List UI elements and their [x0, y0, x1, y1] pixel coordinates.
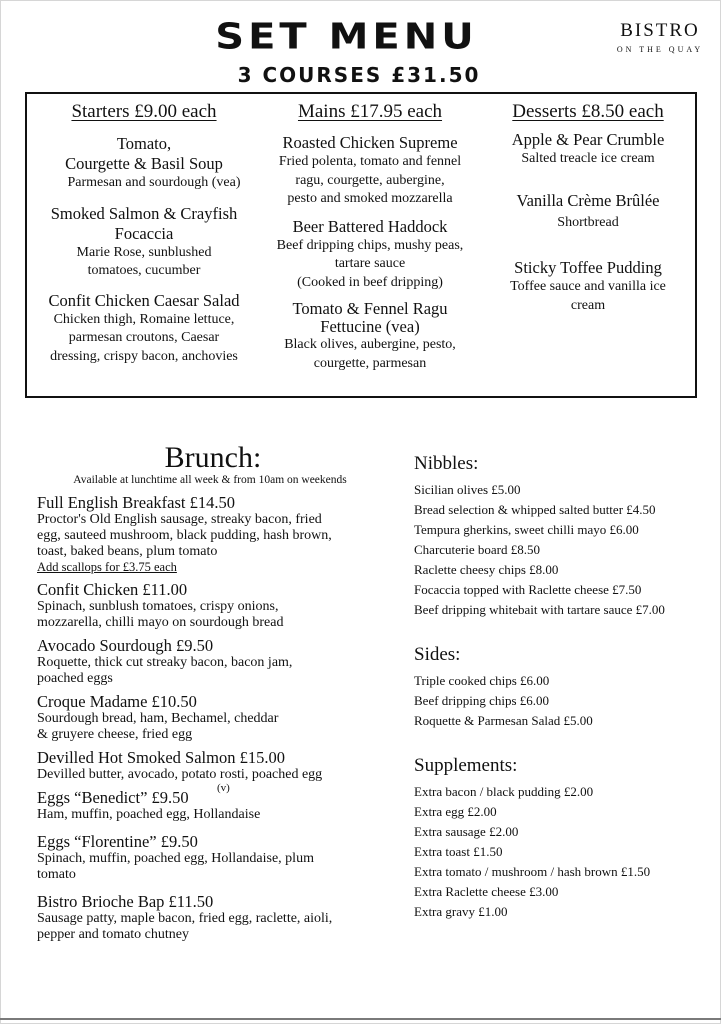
nibbles-section	[414, 452, 714, 620]
side-item: Roquette & Parmesan Salad £5.00	[414, 713, 593, 728]
nibble-item: Raclette cheesy chips £8.00	[414, 562, 559, 577]
nibble-item: Sicilian olives £5.00	[414, 482, 521, 497]
brunch-item-name: Avocado Sourdough £9.50	[37, 636, 214, 655]
page-subtitle: 3 COURSES £31.50	[237, 63, 481, 87]
starter-item	[30, 134, 258, 193]
side-item: Beef dripping chips £6.00	[414, 693, 550, 708]
brunch-item-name: Full English Breakfast £14.50	[37, 493, 235, 512]
dessert-item	[483, 258, 693, 315]
dish-description: Parmesan and sourdough (vea)	[67, 175, 241, 190]
brunch-item-name: Eggs “Florentine” £9.50	[37, 832, 198, 851]
dish-name: Vanilla Crème Brûlée	[516, 190, 660, 210]
sides-title: Sides:	[414, 644, 461, 665]
nibbles-title: Nibbles:	[414, 453, 479, 474]
dish-name: Tomato & Fennel Ragu Fettucine (vea)	[292, 299, 448, 336]
nibble-item: Bread selection & whipped salted butter £4.50	[414, 502, 656, 517]
brunch-item-description: Ham, muffin, poached egg, Hollandaise	[37, 807, 261, 822]
supplement-item: Extra gravy £1.00	[414, 904, 508, 919]
supplement-item: Extra egg £2.00	[414, 804, 497, 819]
main-item	[259, 133, 481, 209]
dish-name: Confit Chicken Caesar Salad	[48, 290, 240, 310]
brunch-item-description: Proctor's Old English sausage, streaky bacon, fried egg, sauteed mushroom, black pudding, hash brown, toast, baked beans, plum tomato	[37, 512, 332, 559]
dish-description: Shortbread	[557, 214, 619, 230]
bottom-rule	[0, 1018, 721, 1020]
desserts-column	[483, 94, 693, 315]
dish-name: Sticky Toffee Pudding	[514, 258, 662, 277]
sides-section	[414, 643, 714, 731]
dessert-item	[483, 191, 693, 233]
supplement-item: Extra tomato / mushroom / hash brown £1.50	[414, 864, 651, 879]
brunch-title: Brunch:	[164, 441, 262, 474]
brunch-item	[37, 782, 392, 823]
brunch-item	[37, 636, 392, 687]
dish-description: Salted treacle ice cream	[521, 151, 655, 166]
set-menu-box	[25, 92, 697, 398]
dish-description: Fried polenta, tomato and fennel ragu, courgette, aubergine, pesto and smoked mozzarella	[278, 154, 462, 206]
logo-name: BISTRO	[620, 20, 700, 41]
supplements-section	[414, 754, 714, 922]
nibble-item: Tempura gherkins, sweet chilli mayo £6.00	[414, 522, 639, 537]
nibble-item: Beef dripping whitebait with tartare sauce £7.00	[414, 602, 665, 617]
dessert-item	[483, 130, 693, 169]
main-item	[259, 217, 481, 293]
brunch-item	[37, 692, 392, 743]
extras-column	[414, 452, 714, 945]
brunch-item	[37, 580, 392, 631]
dish-description: Chicken thigh, Romaine lettuce, parmesan croutons, Caesar dressing, crispy bacon, anchovies	[50, 311, 238, 364]
supplements-title: Supplements:	[414, 755, 518, 776]
starter-item	[30, 291, 258, 367]
main-item	[259, 300, 481, 373]
nibble-item: Focaccia topped with Raclette cheese £7.50	[414, 582, 642, 597]
supplement-item: Extra Raclette cheese £3.00	[414, 884, 559, 899]
supplement-item: Extra bacon / black pudding £2.00	[414, 784, 594, 799]
dish-name: Tomato, Courgette & Basil Soup	[65, 134, 223, 173]
brunch-availability-note: Available at lunchtime all week & from 10am on weekends	[73, 474, 347, 486]
brunch-item-name: Confit Chicken £11.00	[37, 580, 188, 599]
brunch-item-description: Roquette, thick cut streaky bacon, bacon jam, poached eggs	[37, 655, 293, 686]
dish-description: Toffee sauce and vanilla ice cream	[510, 279, 666, 313]
dish-name: Smoked Salmon & Crayfish Focaccia	[50, 203, 238, 243]
bistro-logo	[608, 20, 712, 54]
supplement-item: Extra toast £1.50	[414, 844, 503, 859]
brunch-item-description: Sausage patty, maple bacon, fried egg, raclette, aioli, pepper and tomato chutney	[37, 911, 333, 942]
brunch-item-name: Croque Madame £10.50	[37, 692, 197, 711]
starters-column	[30, 94, 258, 366]
vegetarian-marker: (v)	[217, 782, 230, 794]
mains-heading: Mains £17.95 each	[297, 101, 443, 122]
brunch-item-addon: Add scallops for £3.75 each	[37, 560, 177, 574]
page-title: SET MENU	[215, 16, 478, 58]
dish-name: Apple & Pear Crumble	[511, 130, 665, 149]
brunch-item-name: Eggs “Benedict” £9.50	[37, 788, 189, 807]
brunch-item-name: Devilled Hot Smoked Salmon £15.00	[37, 748, 285, 767]
brunch-item-description: Sourdough bread, ham, Bechamel, cheddar & gruyere cheese, fried egg	[37, 711, 279, 742]
brunch-item-description: Spinach, sunblush tomatoes, crispy onions, mozzarella, chilli mayo on sourdough bread	[37, 599, 284, 630]
logo-tagline: ON THE QUAY	[616, 45, 704, 54]
brunch-item	[37, 832, 392, 883]
brunch-item	[37, 493, 392, 575]
desserts-heading: Desserts £8.50 each	[512, 101, 664, 122]
dish-name: Roasted Chicken Supreme	[282, 133, 458, 152]
dish-name: Beer Battered Haddock	[292, 216, 448, 236]
brunch-list	[37, 493, 392, 948]
dish-description: Marie Rose, sunblushed tomatoes, cucumber	[76, 244, 212, 278]
dish-description: Beef dripping chips, mushy peas, tartare sauce (Cooked in beef dripping)	[276, 237, 464, 290]
brunch-item-description: Spinach, muffin, poached egg, Hollandaise, plum tomato	[37, 851, 314, 882]
starter-item	[30, 204, 258, 281]
nibble-item: Charcuterie board £8.50	[414, 542, 540, 557]
supplement-item: Extra sausage £2.00	[414, 824, 519, 839]
brunch-item	[37, 892, 392, 943]
dish-description: Black olives, aubergine, pesto, courgette, parmesan	[284, 337, 456, 371]
brunch-item-description: Devilled butter, avocado, potato rosti, poached egg	[37, 767, 323, 782]
brunch-item-name: Bistro Brioche Bap £11.50	[37, 892, 214, 911]
side-item: Triple cooked chips £6.00	[414, 673, 550, 688]
brunch-item	[37, 748, 392, 783]
mains-column	[259, 94, 481, 373]
starters-heading: Starters £9.00 each	[71, 101, 217, 122]
